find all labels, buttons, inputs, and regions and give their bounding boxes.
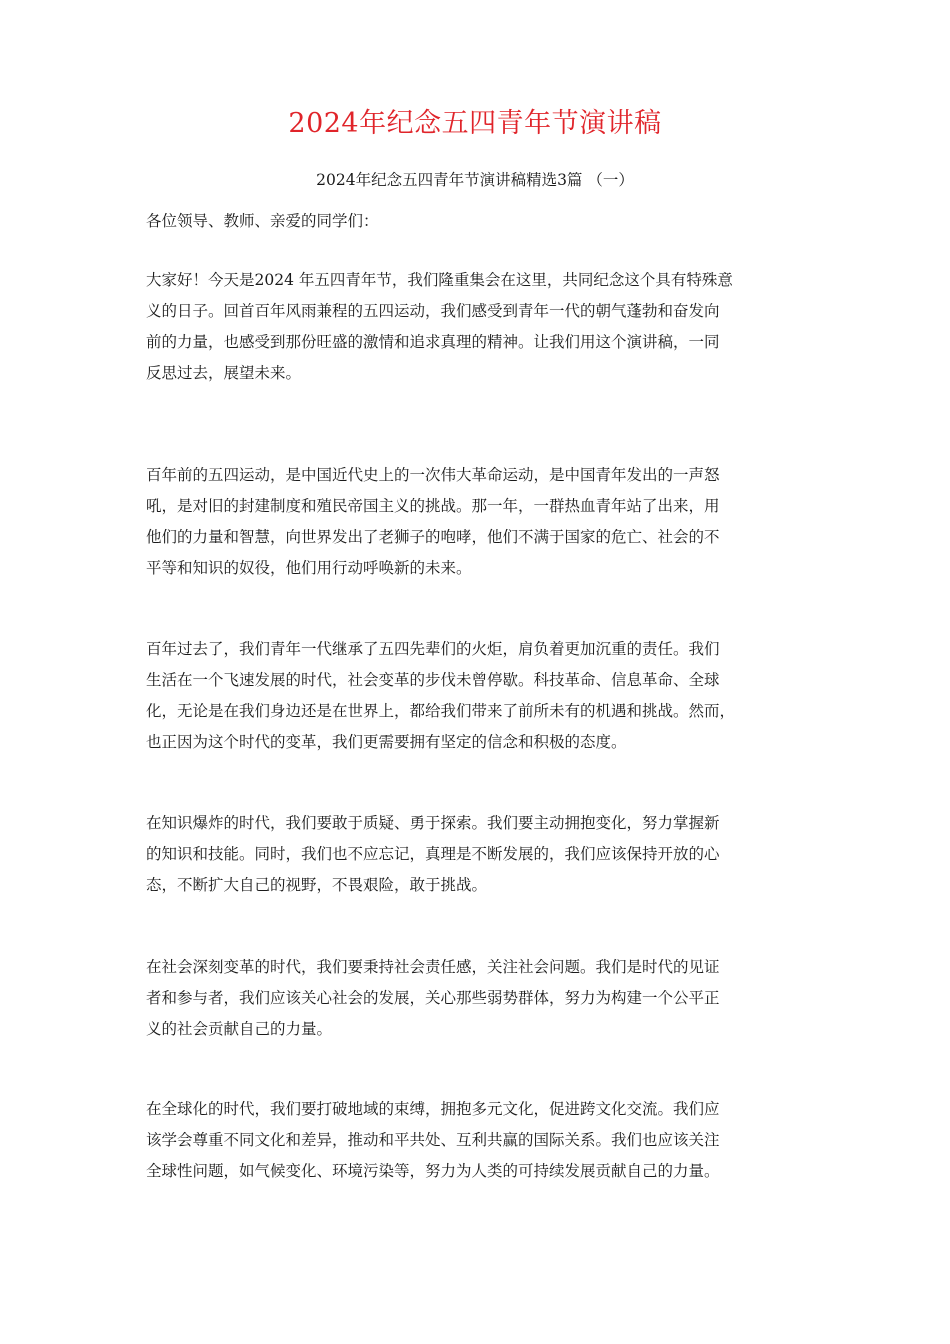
paragraph-line: 该学会尊重不同文化和差异，推动和平共处、互利共赢的国际关系。我们也应该关注 <box>146 1131 720 1149</box>
paragraph-line: 大家好！今天是2024 年五四青年节，我们隆重集会在这里，共同纪念这个具有特殊意 <box>146 271 733 289</box>
paragraph-line: 态，不断扩大自己的视野，不畏艰险，敢于挑战。 <box>146 876 488 894</box>
salutation: 各位领导、教师、亲爱的同学们： <box>146 212 379 230</box>
paragraph-line: 也正因为这个时代的变革，我们更需要拥有坚定的信念和积极的态度。 <box>146 733 627 751</box>
paragraph-line: 百年前的五四运动，是中国近代史上的一次伟大革命运动，是中国青年发出的一声怒 <box>146 466 720 484</box>
paragraph-line: 的知识和技能。同时，我们也不应忘记，真理是不断发展的，我们应该保持开放的心 <box>146 845 720 863</box>
paragraph-line: 生活在一个飞速发展的时代，社会变革的步伐未曾停歇。科技革命、信息革命、全球 <box>146 671 720 689</box>
paragraph-4 <box>146 808 826 901</box>
paragraph-line: 反思过去，展望未来。 <box>146 364 302 382</box>
paragraph-2 <box>146 460 826 584</box>
document-title: 2024年纪念五四青年节演讲稿 <box>288 108 662 139</box>
paragraph-line: 者和参与者，我们应该关心社会的发展，关心那些弱势群体，努力为构建一个公平正 <box>146 989 720 1007</box>
paragraph-line: 吼，是对旧的封建制度和殖民帝国主义的挑战。那一年，一群热血青年站了出来，用 <box>146 497 720 515</box>
paragraph-6 <box>146 1094 826 1187</box>
paragraph-line: 义的社会贡献自己的力量。 <box>146 1020 333 1038</box>
paragraph-line: 在全球化的时代，我们要打破地域的束缚，拥抱多元文化，促进跨文化交流。我们应 <box>146 1100 720 1118</box>
paragraph-line: 在社会深刻变革的时代，我们要秉持社会责任感，关注社会问题。我们是时代的见证 <box>146 958 720 976</box>
paragraph-line: 义的日子。回首百年风雨兼程的五四运动，我们感受到青年一代的朝气蓬勃和奋发向 <box>146 302 720 320</box>
paragraph-line: 前的力量，也感受到那份旺盛的激情和追求真理的精神。让我们用这个演讲稿，一同 <box>146 333 720 351</box>
paragraph-line: 化，无论是在我们身边还是在世界上，都给我们带来了前所未有的机遇和挑战。然而， <box>146 702 736 720</box>
paragraph-line: 在知识爆炸的时代，我们要敢于质疑、勇于探索。我们要主动拥抱变化，努力掌握新 <box>146 814 720 832</box>
paragraph-1 <box>146 265 826 389</box>
document-subtitle: 2024年纪念五四青年节演讲稿精选3篇 （一） <box>316 171 634 189</box>
paragraph-line: 平等和知识的奴役，他们用行动呼唤新的未来。 <box>146 559 472 577</box>
paragraph-3 <box>146 634 826 758</box>
paragraph-line: 他们的力量和智慧，向世界发出了老狮子的咆哮，他们不满于国家的危亡、社会的不 <box>146 528 720 546</box>
paragraph-5 <box>146 952 826 1045</box>
paragraph-line: 全球性问题，如气候变化、环境污染等，努力为人类的可持续发展贡献自己的力量。 <box>146 1162 720 1180</box>
paragraph-line: 百年过去了，我们青年一代继承了五四先辈们的火炬，肩负着更加沉重的责任。我们 <box>146 640 720 658</box>
